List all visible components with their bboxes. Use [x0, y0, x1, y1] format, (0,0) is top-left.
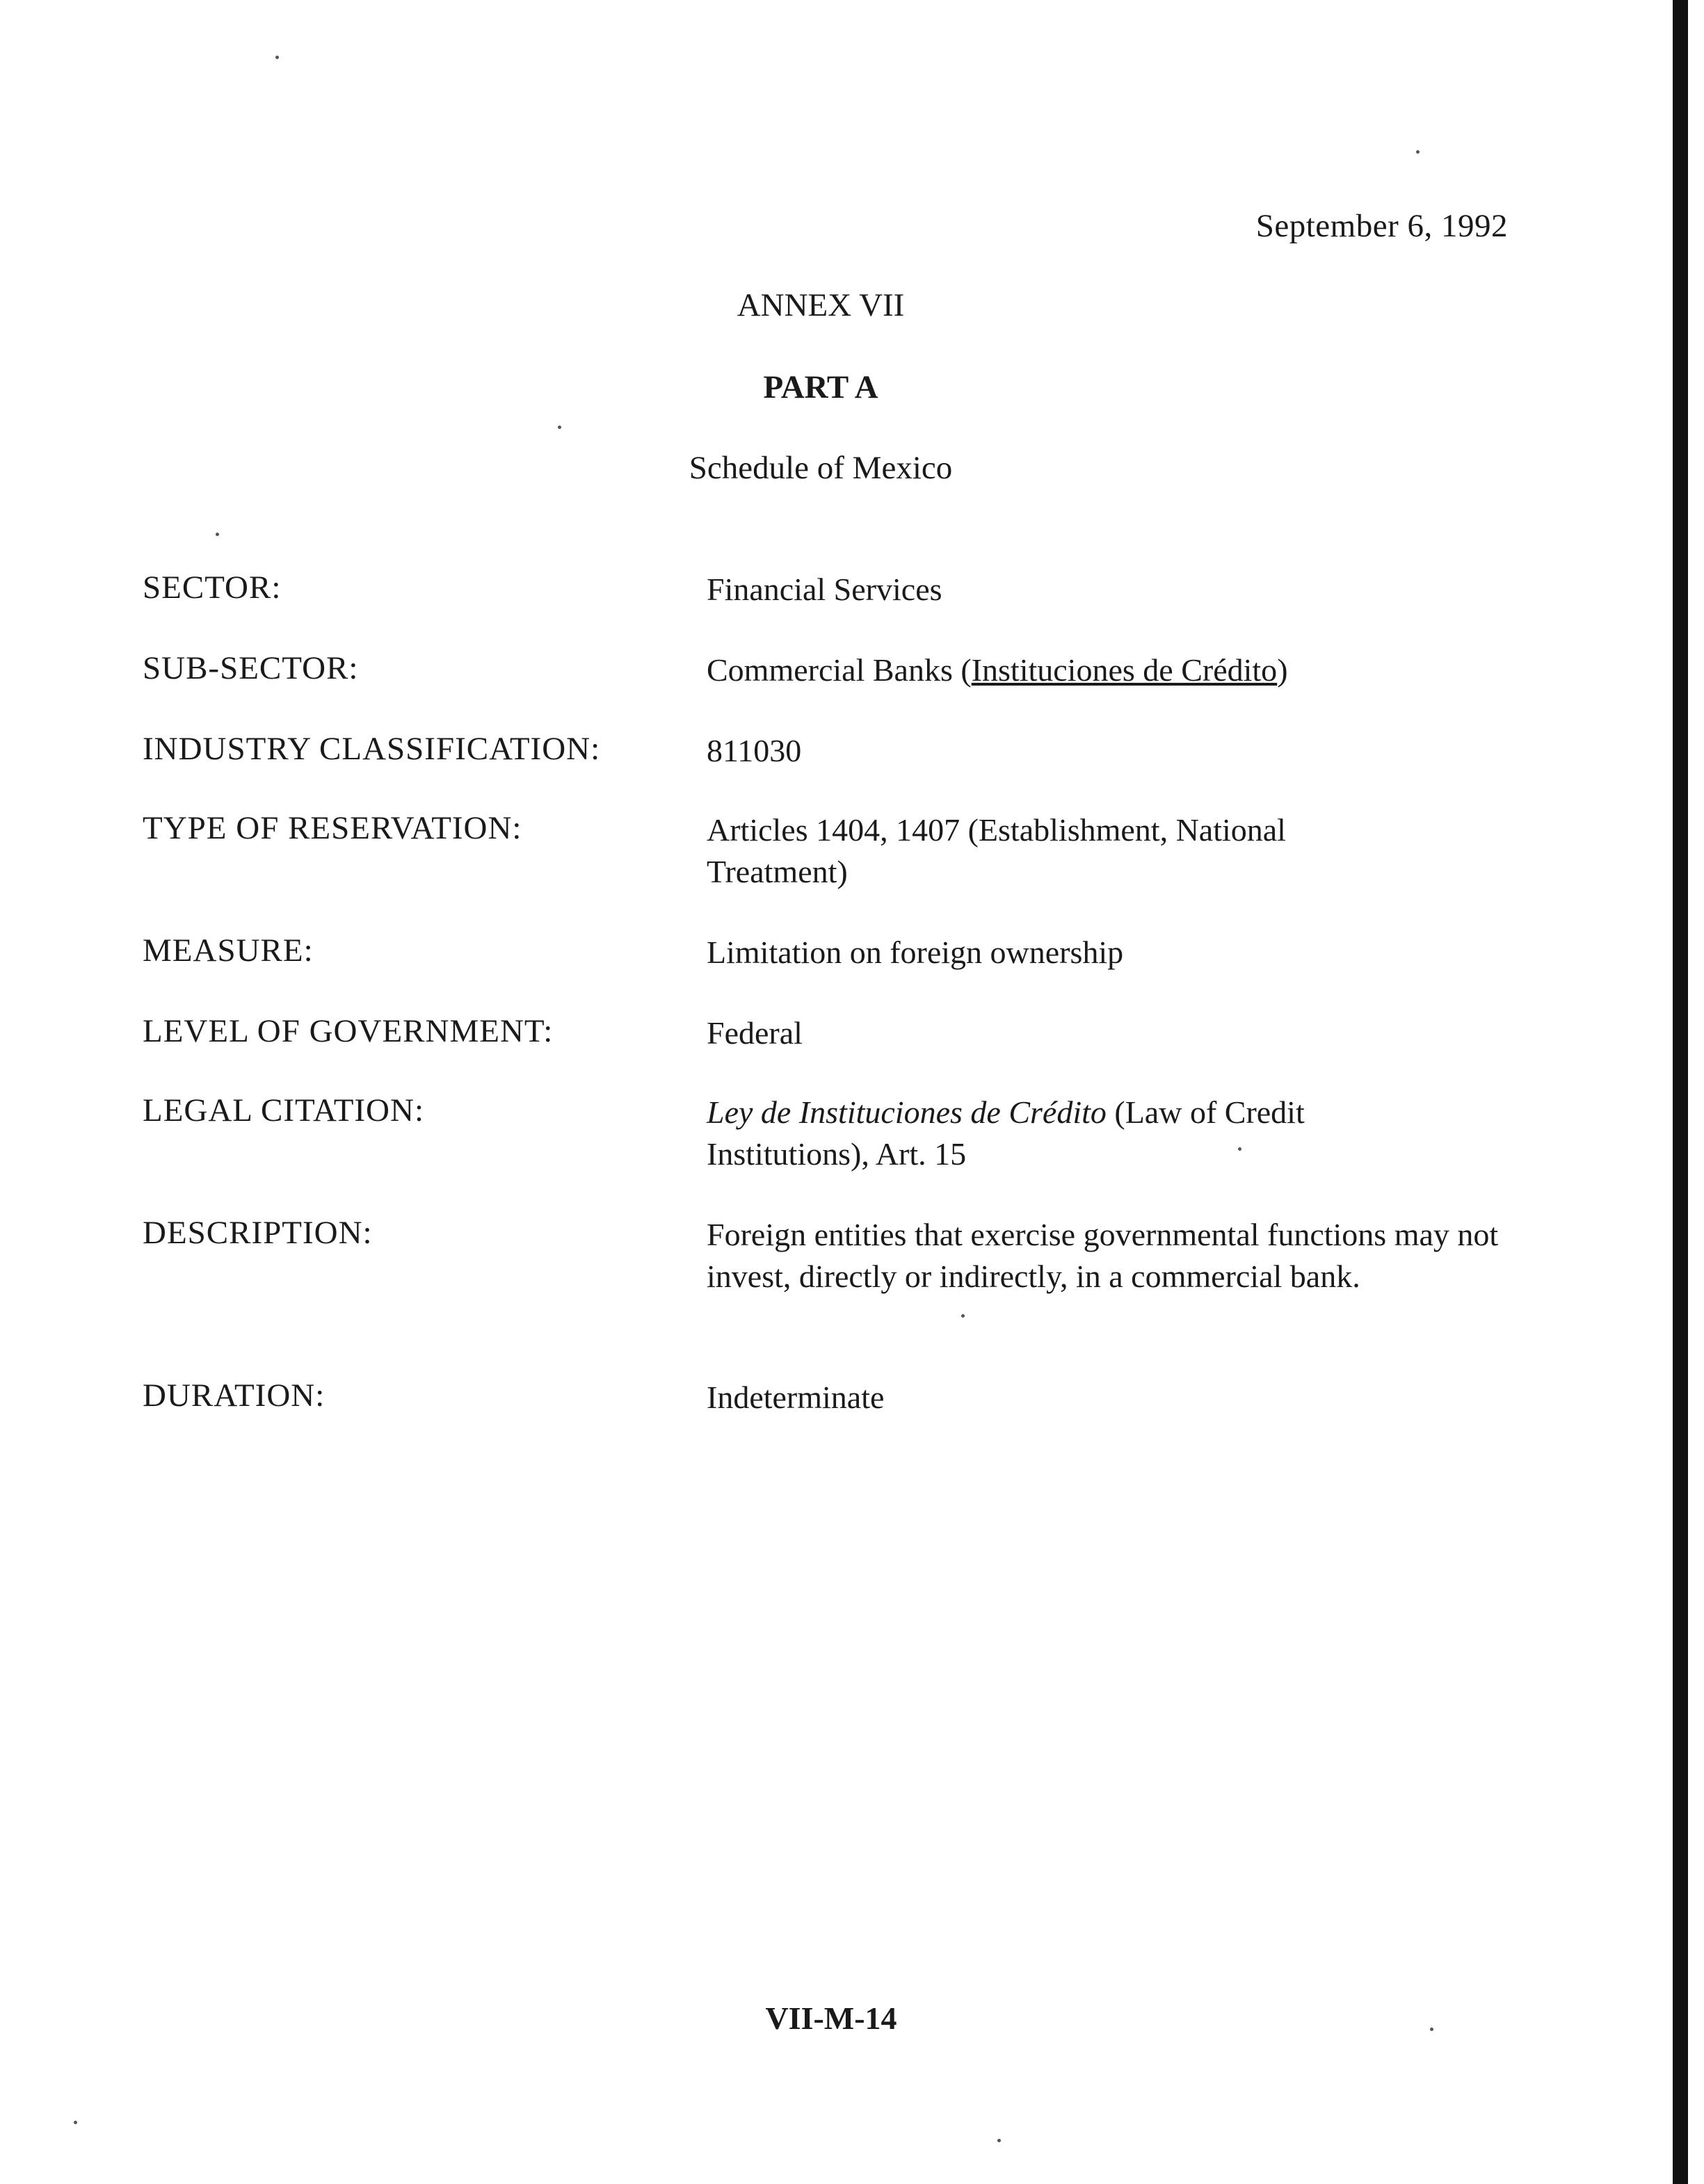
field-value	[707, 1092, 1402, 1175]
field-value: Federal	[707, 1015, 803, 1051]
field-value: 811030	[707, 733, 802, 768]
field-label: SECTOR:	[143, 569, 282, 606]
field-label: SUB-SECTOR:	[143, 650, 359, 686]
value-italic: Ley de Instituciones de Crédito	[707, 1094, 1107, 1130]
field-label: LEVEL OF GOVERNMENT:	[143, 1013, 554, 1049]
field-label: DESCRIPTION:	[143, 1215, 373, 1251]
value-prefix: Commercial Banks (	[707, 652, 972, 688]
scan-speck	[558, 426, 561, 429]
field-label: TYPE OF RESERVATION:	[143, 810, 522, 846]
page-number: VII-M-14	[765, 2000, 897, 2036]
field-label: DURATION:	[143, 1377, 325, 1414]
value-suffix: (Law of Credit Institutions), Art. 15	[707, 1094, 1305, 1172]
part-title: PART A	[763, 369, 878, 405]
field-value: Financial Services	[707, 572, 942, 607]
field-label: MEASURE:	[143, 932, 314, 969]
document-date: September 6, 1992	[1255, 208, 1508, 244]
field-value	[707, 649, 1513, 691]
field-value: Foreign entities that exercise governmental functions may not invest, directly or indirectly, in a commercial bank.	[707, 1217, 1499, 1294]
scan-speck	[1238, 1147, 1241, 1151]
scan-speck	[1416, 150, 1420, 154]
scan-speck	[961, 1314, 965, 1318]
scan-speck	[1430, 2028, 1433, 2031]
field-label: INDUSTRY CLASSIFICATION:	[143, 731, 601, 767]
value-suffix: )	[1277, 652, 1288, 688]
field-value: Articles 1404, 1407 (Establishment, National Treatment)	[707, 812, 1286, 889]
scan-speck	[74, 2121, 77, 2124]
scan-speck	[275, 56, 279, 59]
value-underlined: Instituciones de Crédito	[971, 652, 1278, 688]
field-value: Limitation on foreign ownership	[707, 935, 1124, 970]
field-value: Indeterminate	[707, 1380, 885, 1415]
scan-speck	[216, 533, 219, 536]
field-label: LEGAL CITATION:	[143, 1092, 424, 1129]
schedule-title: Schedule of Mexico	[689, 450, 953, 486]
scan-speck	[997, 2139, 1001, 2142]
annex-title: ANNEX VII	[737, 287, 905, 323]
scan-edge-bar	[1673, 0, 1688, 2184]
